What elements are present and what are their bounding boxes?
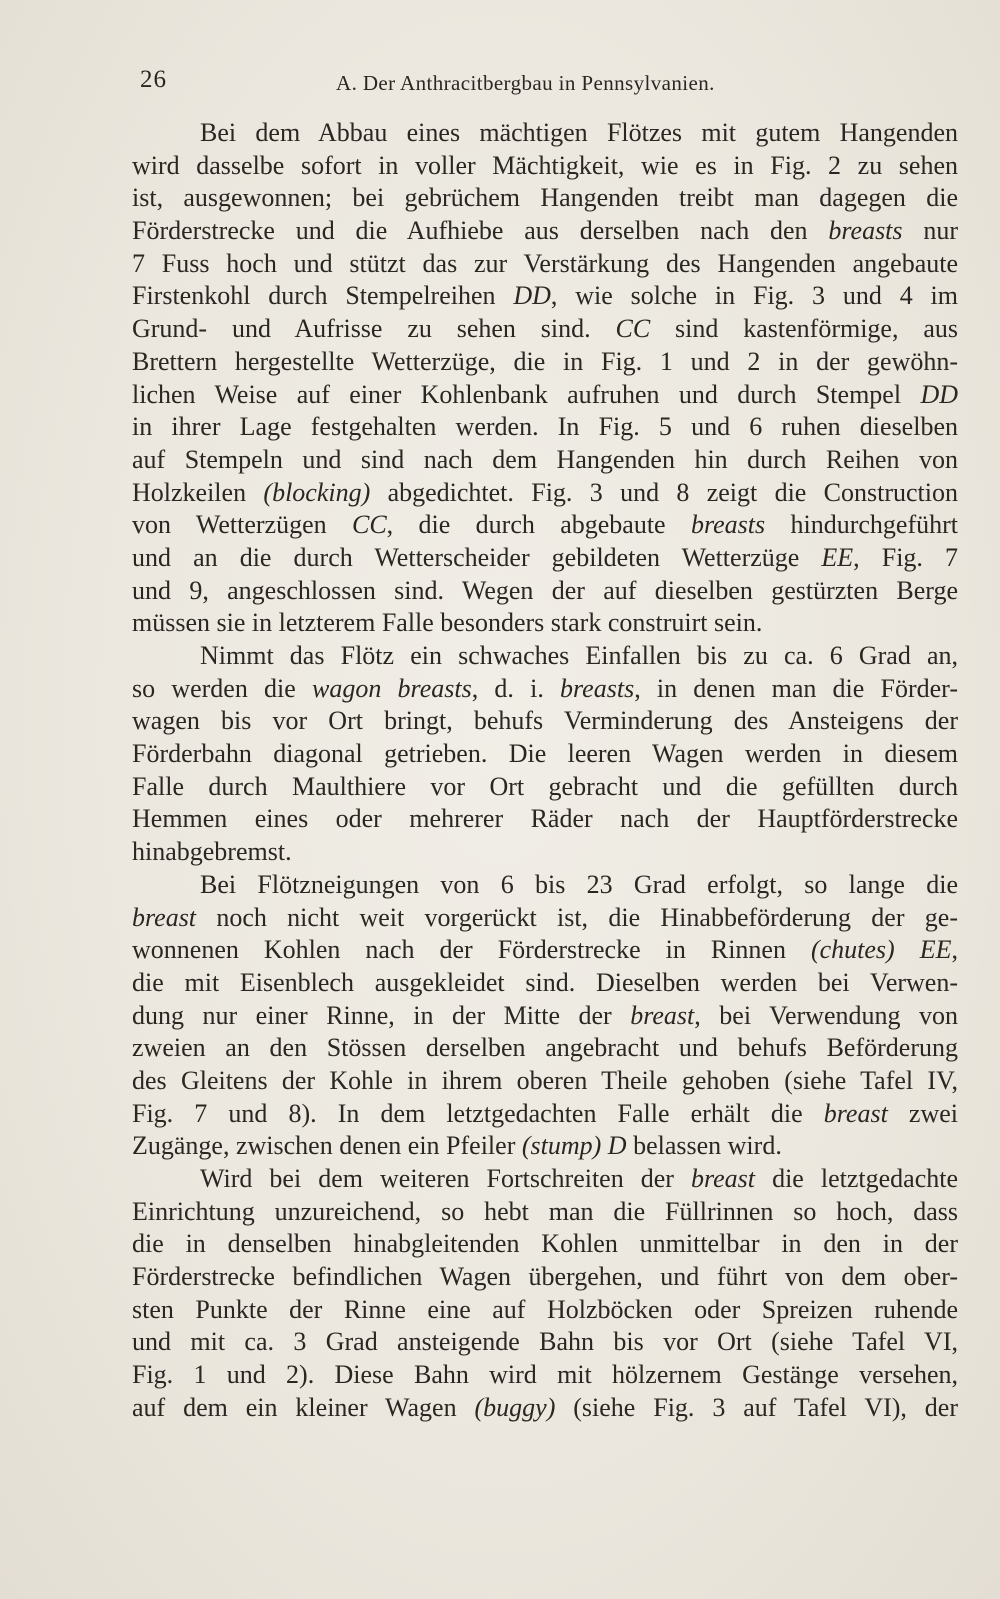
text-segment: Brettern hergestellte Wetterzüge, die in Fig. 1 und 2 in der gewöhn-	[132, 346, 958, 376]
text-segment: Einrichtung unzureichend, so hebt man die Füllrinnen so hoch, dass	[132, 1196, 958, 1226]
text-segment: wird dasselbe sofort in voller Mächtigkeit, wie es in Fig. 2 zu sehen	[132, 150, 958, 180]
text-segment: sten Punkte der Rinne eine auf Holzböcken oder Spreizen ruhende	[132, 1294, 958, 1324]
italic-term: breast	[690, 1164, 756, 1193]
text-segment: Wird bei dem weiteren Fortschreiten der	[200, 1164, 691, 1193]
text-segment: , bei Verwendung von	[694, 1000, 959, 1030]
text-segment: Fig. 1 und 2). Diese Bahn wird mit hölzernem Gestänge versehen,	[132, 1360, 958, 1390]
text-segment: des Gleitens der Kohle in ihrem oberen Theile gehoben (siehe Tafel IV,	[132, 1065, 958, 1095]
text-segment: Holzkeilen	[132, 477, 264, 507]
text-line	[132, 248, 958, 281]
text-segment: und 9, angeschlossen sind. Wegen der auf dieselben gestürzten Berge	[132, 575, 958, 605]
text-line	[132, 1326, 958, 1359]
italic-term: (chutes) EE	[810, 935, 952, 965]
text-segment: die letztgedachte	[755, 1164, 958, 1193]
text-line	[132, 1130, 958, 1163]
italic-term: CC	[351, 510, 387, 540]
text-segment: Fig. 7 und 8). In dem letztgedachten Falle erhält die	[132, 1098, 824, 1128]
text-line	[132, 640, 958, 673]
text-line	[132, 836, 958, 869]
text-line	[132, 542, 958, 575]
text-line	[132, 934, 958, 967]
italic-term: (blocking)	[263, 477, 371, 507]
text-segment: Hemmen eines oder mehrerer Räder nach der Hauptförderstrecke	[132, 804, 958, 834]
text-line	[132, 1392, 958, 1425]
text-line	[132, 182, 958, 215]
text-segment: Förderbahn diagonal getrieben. Die leeren Wagen werden in diesem	[132, 739, 958, 769]
text-segment: und mit ca. 3 Grad ansteigende Bahn bis vor Ort (siehe Tafel VI,	[132, 1327, 958, 1357]
italic-term: CC	[615, 314, 651, 344]
text-line	[132, 1098, 958, 1131]
text-segment: müssen sie in letzterem Falle besonders stark construirt sein.	[132, 608, 763, 638]
text-line	[132, 575, 958, 608]
text-line	[132, 346, 958, 379]
italic-term: breasts	[828, 216, 903, 246]
text-line	[132, 1000, 958, 1033]
text-segment: Bei dem Abbau eines mächtigen Flötzes mit gutem Hangenden	[200, 118, 958, 147]
text-segment: von Wetterzügen	[132, 510, 352, 540]
running-head: A. Der Anthracitbergbau in Pennsylvanien.	[336, 71, 715, 95]
text-segment: hinabgebremst.	[132, 837, 292, 867]
text-line	[132, 1196, 958, 1229]
text-line	[132, 869, 958, 902]
text-line	[132, 509, 958, 542]
text-segment: in ihrer Lage festgehalten werden. In Fig. 5 und 6 ruhen dieselben	[132, 412, 958, 442]
text-line	[132, 313, 958, 346]
text-line	[132, 1065, 958, 1098]
text-segment: die in denselben hinabgleitenden Kohlen unmittelbar in den in der	[132, 1229, 958, 1259]
text-segment: ist, ausgewonnen; bei gebrüchem Hangenden treibt man dagegen die	[132, 183, 958, 213]
italic-term: breast	[823, 1098, 888, 1128]
text-segment: zwei	[887, 1098, 958, 1128]
text-line	[132, 1032, 958, 1065]
text-line	[132, 1294, 958, 1327]
text-segment: und an die durch Wetterscheider gebildeten Wetterzüge	[132, 542, 822, 572]
text-segment: Falle durch Maulthiere vor Ort gebracht und die gefüllten durch	[132, 771, 958, 801]
text-segment: wonnenen Kohlen nach der Förderstrecke in Rinnen	[132, 935, 811, 965]
text-segment: nur	[902, 216, 958, 246]
text-segment: Nimmt das Flötz ein schwaches Einfallen bis zu ca. 6 Grad an,	[200, 641, 958, 670]
text-line	[132, 607, 958, 640]
text-line	[132, 117, 958, 150]
text-line	[132, 1261, 958, 1294]
italic-term: DD	[513, 281, 551, 311]
text-segment: Förderstrecke und die Aufhiebe aus derselben nach den	[132, 216, 829, 246]
italic-term: (stump) D	[521, 1131, 627, 1161]
text-line	[132, 1163, 958, 1196]
text-segment: ,	[951, 935, 958, 965]
text-segment: , die durch abgebaute	[386, 510, 691, 540]
text-segment: auf Stempeln und sind nach dem Hangenden hin durch Reihen von	[132, 444, 958, 474]
text-segment: lichen Weise auf einer Kohlenbank aufruhen und durch Stempel	[132, 379, 921, 409]
text-segment: Bei Flötzneigungen von 6 bis 23 Grad erfolgt, so lange die	[200, 869, 958, 899]
text-segment: wagen bis vor Ort bringt, behufs Verminderung des Ansteigens der	[132, 706, 958, 736]
body-text	[132, 117, 958, 1425]
italic-term: breasts	[560, 673, 635, 703]
text-segment: noch nicht weit vorgerückt ist, die Hinabbeförderung der ge-	[196, 902, 958, 932]
italic-term: wagon breasts	[312, 673, 472, 703]
text-line	[132, 771, 958, 804]
text-line	[132, 215, 958, 248]
text-line	[132, 803, 958, 836]
text-segment: auf dem ein kleiner Wagen	[132, 1392, 475, 1422]
italic-term: DD	[920, 379, 958, 409]
text-line	[132, 150, 958, 183]
text-line	[132, 1228, 958, 1261]
text-segment: 7 Fuss hoch und stützt das zur Verstärkung des Hangenden angebaute	[132, 248, 958, 278]
text-line	[132, 444, 958, 477]
text-segment: abgedichtet. Fig. 3 und 8 zeigt die Construction	[370, 477, 958, 507]
text-line	[132, 411, 958, 444]
italic-term: (buggy)	[474, 1392, 556, 1422]
text-segment: Firstenkohl durch Stempelreihen	[132, 281, 514, 311]
text-segment: Förderstrecke befindlichen Wagen übergehen, und führt von dem ober-	[132, 1262, 958, 1292]
text-line	[132, 738, 958, 771]
italic-term: breast	[630, 1000, 695, 1030]
text-line	[132, 280, 958, 313]
text-segment: dung nur einer Rinne, in der Mitte der	[132, 1000, 631, 1030]
text-line	[132, 1359, 958, 1392]
text-segment: (siehe Fig. 3 auf Tafel VI), der	[555, 1392, 959, 1422]
text-segment: belassen wird.	[626, 1131, 782, 1161]
text-line	[132, 902, 958, 935]
text-segment: die mit Eisenblech ausgekleidet sind. Dieselben werden bei Verwen-	[132, 967, 958, 997]
text-segment: zweien an den Stössen derselben angebracht und behufs Beförderung	[132, 1033, 958, 1063]
text-segment: , in denen man die Förder-	[634, 673, 958, 703]
text-segment: Zugänge, zwischen denen ein Pfeiler	[132, 1131, 522, 1161]
text-segment: sind kastenförmige, aus	[650, 314, 958, 344]
text-segment: hindurchgeführt	[765, 510, 958, 540]
text-line	[132, 477, 958, 510]
italic-term: breast	[132, 902, 197, 932]
italic-term: breasts	[690, 510, 766, 540]
text-line	[132, 673, 958, 706]
text-line	[132, 705, 958, 738]
text-segment: so werden die	[132, 673, 312, 703]
italic-term: EE	[821, 542, 854, 572]
text-segment: Grund- und Aufrisse zu sehen sind.	[132, 314, 616, 344]
page-header	[140, 66, 760, 98]
text-line	[132, 379, 958, 412]
page-number: 26	[140, 66, 167, 93]
text-segment: , Fig. 7	[853, 542, 958, 572]
text-segment: , wie solche in Fig. 3 und 4 im	[550, 281, 958, 311]
text-segment: , d. i.	[471, 673, 561, 703]
text-line	[132, 967, 958, 1000]
